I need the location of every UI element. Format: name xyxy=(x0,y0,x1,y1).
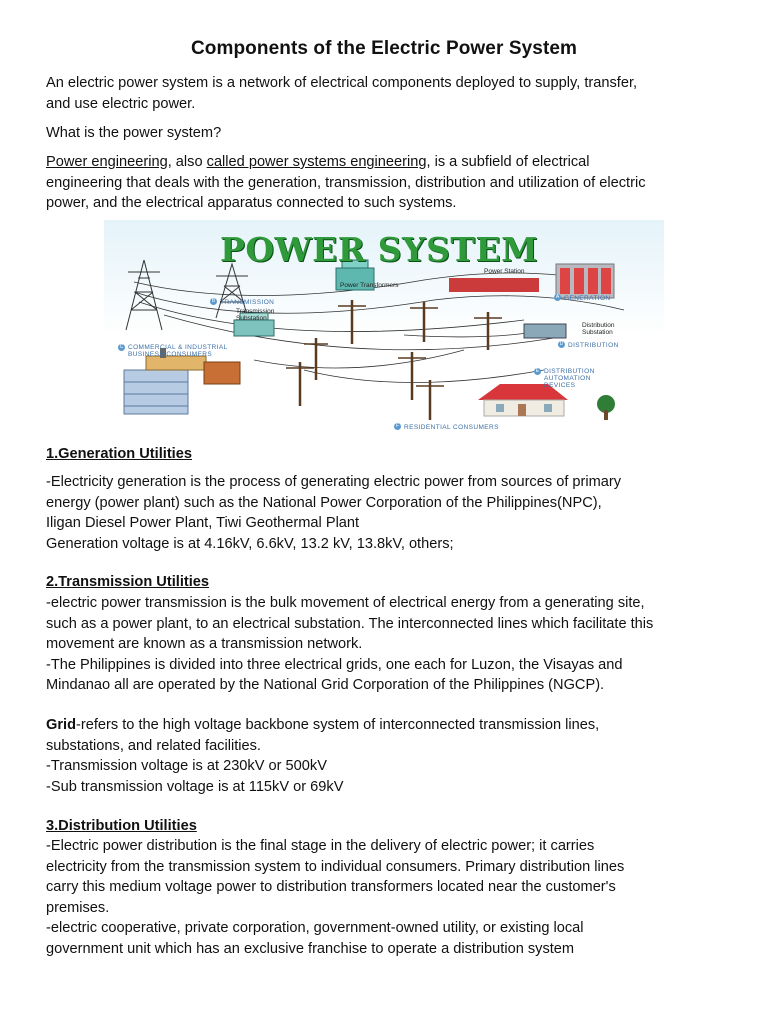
power-system-illustration xyxy=(104,220,664,432)
power-systems-engineering-link[interactable]: called power systems engineering xyxy=(206,154,427,170)
distribution-line-6: government unit which has an exclusive franchise to operate a distribution system xyxy=(46,940,575,957)
section-generation-body xyxy=(46,472,722,554)
section-transmission-body xyxy=(46,593,722,696)
section-transmission-heading xyxy=(46,572,722,593)
grid-line-2: substations, and related facilities. xyxy=(46,737,261,754)
section-generation-heading xyxy=(46,444,722,465)
label-commercial-consumers: COMMERCIAL & INDUSTRIAL BUSINESS CONSUMERS xyxy=(128,344,228,358)
figure-title: POWER SYSTEM xyxy=(220,230,539,269)
generation-line-1: -Electricity generation is the process of generating electric power from sources of primary xyxy=(46,474,622,490)
badge-d: D xyxy=(559,341,564,347)
transmission-heading-text: 2.Transmission Utilities xyxy=(46,574,210,590)
label-power-station: Power Station xyxy=(484,268,525,275)
generation-line-2: energy (power plant) such as the National Power Corporation of the Philippines(NPC), xyxy=(46,494,602,511)
distribution-heading-text: 3.Distribution Utilities xyxy=(46,818,197,834)
transmission-line-5: Mindanao all are operated by the National Grid Corporation of the Philippines (NGCP). xyxy=(46,677,605,693)
definition-line-2: engineering that deals with the generation, transmission, distribution and utilization of electric xyxy=(46,174,646,191)
distribution-line-1: -Electric power distribution is the final stage in the delivery of electric power; it carries xyxy=(46,838,595,854)
label-distribution-substation: Distribution Substation xyxy=(582,322,615,336)
section-distribution-body xyxy=(46,836,722,959)
distribution-line-2: electricity from the transmission system to individual consumers. Primary distribution lines xyxy=(46,858,625,875)
page-title: Components of the Electric Power System xyxy=(190,38,578,59)
definition-line-1 xyxy=(46,152,722,173)
grid-line-3: -Transmission voltage is at 230kV or 500kV xyxy=(46,758,327,774)
transmission-line-2: such as a power plant, to an electrical substation. The interconnected lines which facilitate this xyxy=(46,615,654,632)
utility-pole-icon xyxy=(286,300,502,420)
grid-definition: -refers to the high voltage backbone system of interconnected transmission lines, xyxy=(76,717,600,733)
badge-e: E xyxy=(535,368,540,374)
generation-line-4: Generation voltage is at 4.16kV, 6.6kV, 13.2 kV, 13.8kV, others; xyxy=(46,535,454,552)
power-engineering-link[interactable]: Power engineering xyxy=(46,154,168,170)
grid-line-4: -Sub transmission voltage is at 115kV or 69kV xyxy=(46,778,344,795)
tree-icon xyxy=(597,395,615,420)
badge-c: C xyxy=(119,344,124,350)
grid-line-1 xyxy=(46,715,722,736)
grid-paragraph xyxy=(46,715,722,797)
distribution-substation-icon xyxy=(524,324,566,338)
label-residential-consumers: RESIDENTIAL CONSUMERS xyxy=(404,424,499,431)
label-distribution: DISTRIBUTION xyxy=(568,342,619,349)
transmission-line-1: -electric power transmission is the bulk movement of electrical energy from a generating site, xyxy=(46,595,645,611)
intro-paragraph xyxy=(46,73,722,114)
distribution-line-3: carry this medium voltage power to distribution transformers located near the customer's xyxy=(46,879,616,895)
definition-paragraph xyxy=(46,152,722,214)
transmission-line-3: movement are known as a transmission network. xyxy=(46,636,363,652)
intro-line-1: An electric power system is a network of electrical components deployed to supply, transfer, xyxy=(46,75,638,91)
generation-line-3: Iligan Diesel Power Plant, Tiwi Geothermal Plant xyxy=(46,515,360,531)
badge-b: B xyxy=(211,298,216,304)
label-transmission-substation: Transmission Substation xyxy=(236,308,275,322)
question-text xyxy=(46,123,722,144)
badge-f: F xyxy=(395,423,400,429)
label-power-transformers: Power Transformers xyxy=(340,282,399,289)
section-distribution-heading xyxy=(46,816,722,837)
definition-line-3: power, and the electrical apparatus connected to such systems. xyxy=(46,195,457,211)
label-transmission: TRANSMISSION xyxy=(220,299,275,306)
distribution-line-5: -electric cooperative, private corporation, government-owned utility, or existing local xyxy=(46,920,584,936)
definition-rest: , is a subfield of electrical xyxy=(426,154,590,170)
distribution-line-4: premises. xyxy=(46,899,110,916)
definition-mid: , also xyxy=(167,154,207,170)
label-generation: GENERATION xyxy=(564,295,611,302)
generation-heading-text: 1.Generation Utilities xyxy=(46,446,192,462)
label-automation-devices: DISTRIBUTION AUTOMATION DEVICES xyxy=(544,368,595,389)
power-station-icon xyxy=(449,264,614,298)
question-line: What is the power system? xyxy=(46,125,222,141)
grid-term: Grid xyxy=(46,717,76,733)
intro-line-2: and use electric power. xyxy=(46,95,196,112)
transmission-line-4: -The Philippines is divided into three electrical grids, one each for Luzon, the Visayas and xyxy=(46,656,623,673)
badge-a: A xyxy=(555,294,560,300)
